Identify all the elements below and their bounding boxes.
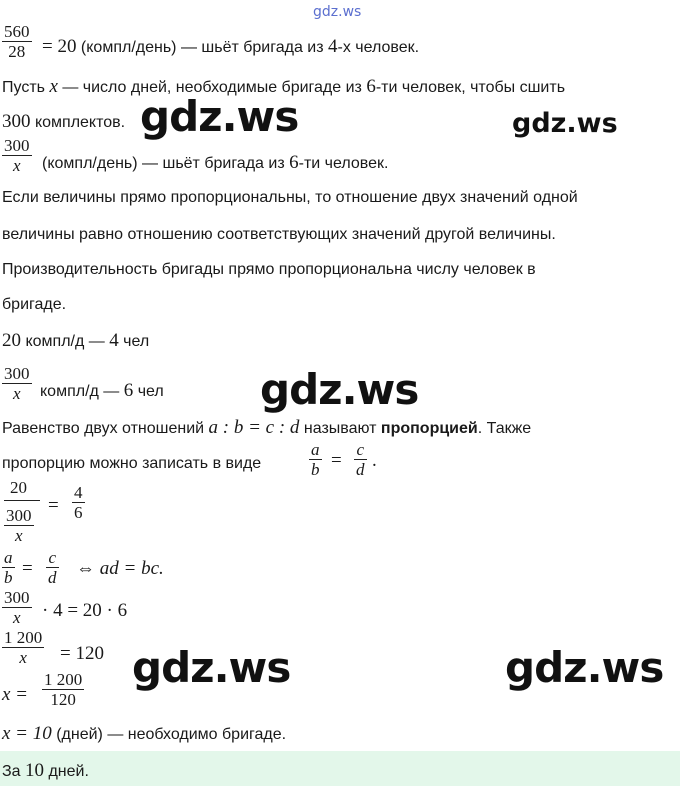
watermark: gdz.ws bbox=[505, 643, 664, 692]
numerator: 300 bbox=[6, 506, 32, 525]
text: чел bbox=[118, 333, 150, 350]
watermark: gdz.ws bbox=[512, 108, 618, 139]
equals-sign: = bbox=[331, 450, 342, 471]
denominator: 120 bbox=[42, 689, 84, 709]
text: (компл/день) — шьёт бригада из bbox=[42, 155, 290, 172]
text: — число дней, необходимые бригаде из bbox=[57, 79, 367, 96]
rule-line-2: величины равно отношению соответствующих значений другой величины. bbox=[2, 226, 556, 243]
rule-line-4: бригаде. bbox=[2, 296, 67, 313]
numerator: 300 bbox=[4, 588, 30, 607]
let-x-line bbox=[2, 76, 565, 98]
fraction-300-x bbox=[2, 588, 32, 627]
text: дней. bbox=[44, 763, 89, 780]
row-20-4 bbox=[2, 330, 149, 352]
text: компл/д — bbox=[21, 333, 110, 350]
denominator: x bbox=[4, 525, 34, 545]
denominator: b bbox=[311, 460, 320, 479]
denominator: x bbox=[2, 607, 32, 627]
numerator: 560 bbox=[4, 22, 30, 41]
text: -ти человек, чтобы сшить bbox=[375, 79, 566, 96]
numerator: 1 200 bbox=[44, 670, 83, 689]
text: -х человек. bbox=[337, 39, 420, 56]
bold-term: пропорцией bbox=[380, 420, 478, 437]
equivalence-expression: ⇔ ad = bc. bbox=[76, 558, 164, 579]
proportion-line-1 bbox=[2, 417, 531, 439]
numerator: a bbox=[311, 440, 320, 459]
math-expression: x = 10 bbox=[2, 723, 52, 744]
math-value: 20 bbox=[2, 330, 21, 351]
numerator: c bbox=[356, 440, 365, 459]
math-value: 4 bbox=[328, 36, 338, 57]
numerator: 300 bbox=[4, 364, 30, 383]
frac300x-text bbox=[42, 152, 388, 174]
text: Равенство двух отношений bbox=[2, 420, 209, 437]
fraction-c-d bbox=[46, 548, 59, 587]
fraction-a-b bbox=[2, 548, 15, 587]
math-value: 4 bbox=[109, 330, 119, 351]
watermark: gdz.ws bbox=[140, 92, 299, 141]
text: (компл/день) — шьёт бригада из bbox=[76, 39, 329, 56]
denominator: x bbox=[2, 383, 32, 403]
fraction-300-x bbox=[4, 506, 34, 545]
math-value: 300 bbox=[2, 111, 31, 132]
math-value: = 20 bbox=[42, 36, 77, 57]
numerator: c bbox=[48, 548, 57, 567]
top-numerator-20: 20 bbox=[10, 478, 27, 497]
math-value: 10 bbox=[25, 760, 45, 781]
fraction-560-28 bbox=[2, 22, 32, 61]
math-expression: a : b = c : d bbox=[208, 417, 300, 438]
denominator: x bbox=[2, 647, 44, 667]
text: комплектов. bbox=[30, 114, 126, 131]
fraction-300-x bbox=[2, 364, 32, 403]
watermark: gdz.ws bbox=[260, 365, 419, 414]
math-value: 6 bbox=[289, 152, 299, 173]
fraction-300-x bbox=[2, 136, 32, 175]
fraction-1200-x bbox=[2, 628, 44, 667]
period: . bbox=[372, 450, 377, 471]
x-equals: x = bbox=[2, 684, 29, 705]
math-value: 6 bbox=[366, 76, 376, 97]
denominator: d bbox=[48, 568, 57, 587]
result-line bbox=[2, 723, 286, 745]
rule-line-1: Если величины прямо пропорциональны, то отношение двух значений одной bbox=[2, 189, 578, 206]
text: Пусть bbox=[2, 79, 50, 96]
fraction-1200-120 bbox=[42, 670, 84, 709]
answer-box bbox=[0, 751, 680, 786]
fraction-4-6 bbox=[72, 483, 85, 522]
text: называют bbox=[299, 420, 381, 437]
equals-sign: = bbox=[22, 558, 33, 579]
equation-rest: = 120 bbox=[60, 643, 104, 664]
text: (дней) — необходимо бригаде. bbox=[51, 726, 287, 743]
watermark: gdz.ws bbox=[132, 643, 291, 692]
proportion-line-2: пропорцию можно записать в виде bbox=[2, 455, 262, 472]
numerator: 1 200 bbox=[4, 628, 43, 647]
denominator: 6 bbox=[74, 503, 83, 522]
denominator: b bbox=[4, 568, 13, 587]
equation-rest: · 4 = 20 · 6 bbox=[42, 600, 128, 621]
denominator: x bbox=[2, 155, 32, 175]
denominator: d bbox=[356, 460, 365, 479]
main-fraction-bar bbox=[4, 500, 40, 501]
numerator: 300 bbox=[4, 136, 30, 155]
math-value: 6 bbox=[123, 380, 134, 401]
denominator: 28 bbox=[2, 41, 32, 61]
numerator: a bbox=[4, 548, 13, 567]
equals-sign: = bbox=[48, 495, 59, 516]
watermark-top: gdz.ws bbox=[313, 4, 362, 20]
answer-text bbox=[2, 760, 89, 782]
row-300x-6 bbox=[40, 380, 164, 402]
text: чел bbox=[133, 383, 164, 400]
step1-text bbox=[42, 36, 419, 58]
fraction-a-b bbox=[309, 440, 322, 479]
text: компл/д — bbox=[40, 383, 124, 400]
text: -ти человек. bbox=[298, 155, 389, 172]
line-300 bbox=[2, 111, 125, 133]
text: За bbox=[2, 763, 26, 780]
math-var: x bbox=[49, 76, 58, 97]
text: . Также bbox=[477, 420, 532, 437]
fraction-c-d bbox=[354, 440, 367, 479]
rule-line-3: Производительность бригады прямо пропорциональна числу человек в bbox=[2, 261, 536, 278]
numerator: 4 bbox=[74, 483, 83, 502]
